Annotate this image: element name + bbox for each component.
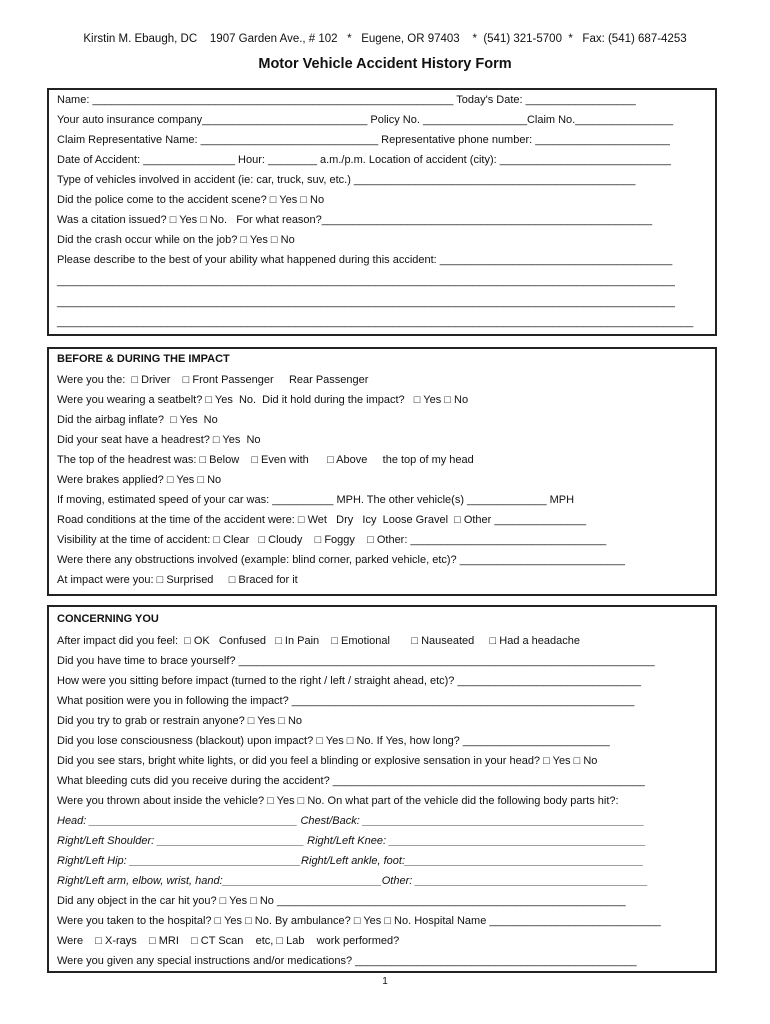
form-line[interactable]: Were brakes applied? □ Yes □ No — [57, 474, 222, 486]
form-line[interactable]: Did the crash occur while on the job? □ Yes □ No — [57, 234, 295, 246]
form-line[interactable]: Name: ___________________________________________________________ Today's Date: __________________ — [57, 94, 636, 106]
form-line[interactable]: How were you sitting before impact (turned to the right / left / straight ahead, etc)? ______________________________ — [57, 675, 642, 687]
form-title: Motor Vehicle Accident History Form — [258, 56, 512, 72]
form-line[interactable]: Visibility at the time of accident: □ Clear □ Cloudy □ Foggy □ Other: ________________________________ — [57, 534, 607, 546]
form-line[interactable]: If moving, estimated speed of your car was: __________ MPH. The other vehicle(s) _____________ MPH — [57, 494, 575, 506]
blank-line[interactable]: ________________________________________________________________________________________________________ — [57, 316, 694, 328]
form-line[interactable]: Were you wearing a seatbelt? □ Yes No. Did it hold during the impact? □ Yes □ No — [57, 394, 469, 406]
section-accident-details — [47, 88, 717, 336]
form-line[interactable]: Were you the: □ Driver □ Front Passenger Rear Passenger — [57, 374, 369, 386]
form-line[interactable]: Right/Left Hip: ____________________________Right/Left ankle, foot:_______________________________________ — [57, 855, 644, 867]
form-line[interactable]: What bleeding cuts did you receive during the accident? ___________________________________________________ — [57, 775, 645, 787]
form-line[interactable]: What position were you in following the impact? ________________________________________________________ — [57, 695, 635, 707]
form-line[interactable]: Head: __________________________________ Chest/Back: ______________________________________________ — [57, 815, 645, 827]
form-line[interactable]: Did the police come to the accident scene? □ Yes □ No — [57, 194, 325, 206]
form-line[interactable]: Did you try to grab or restrain anyone? □ Yes □ No — [57, 715, 303, 727]
form-line[interactable]: Type of vehicles involved in accident (ie: car, truck, suv, etc.) ______________________________________________ — [57, 174, 636, 186]
form-line[interactable]: The top of the headrest was: □ Below □ Even with □ Above the top of my head — [57, 454, 474, 466]
form-line[interactable]: Your auto insurance company___________________________ Policy No. _________________Claim No.________________ — [57, 114, 674, 126]
form-line[interactable]: Road conditions at the time of the accident were: □ Wet Dry Icy Loose Gravel □ Other _______________ — [57, 514, 587, 526]
form-line[interactable]: Did your seat have a headrest? □ Yes No — [57, 434, 261, 446]
form-line[interactable]: Please describe to the best of your ability what happened during this accident: ______________________________________ — [57, 254, 673, 266]
form-line[interactable]: Were you taken to the hospital? □ Yes □ No. By ambulance? □ Yes □ No. Hospital Name ____________________________ — [57, 915, 661, 927]
form-line[interactable]: Claim Representative Name: _____________________________ Representative phone number: ______________________ — [57, 134, 670, 146]
form-line[interactable]: After impact did you feel: □ OK Confused □ In Pain □ Emotional □ Nauseated □ Had a headache — [57, 635, 580, 647]
form-line[interactable]: Did the airbag inflate? □ Yes No — [57, 414, 218, 426]
section-concerning-you — [47, 605, 717, 973]
section-before-during-impact — [47, 347, 717, 596]
form-line[interactable]: Was a citation issued? □ Yes □ No. For what reason?______________________________________________________ — [57, 214, 653, 226]
form-line[interactable]: Were you thrown about inside the vehicle? □ Yes □ No. On what part of the vehicle did the following body parts hit?: — [57, 795, 619, 807]
form-line[interactable]: Were there any obstructions involved (example: blind corner, parked vehicle, etc)? ___________________________ — [57, 554, 625, 566]
form-line[interactable]: Did you see stars, bright white lights, or did you feel a blinding or explosive sensation in your head? □ Yes □ No — [57, 755, 598, 767]
page-number: 1 — [382, 976, 388, 987]
form-line[interactable]: Did you lose consciousness (blackout) upon impact? □ Yes □ No. If Yes, how long? ________________________ — [57, 735, 610, 747]
form-line[interactable]: Right/Left arm, elbow, wrist, hand:__________________________Other: ______________________________________ — [57, 875, 648, 887]
blank-line[interactable]: _____________________________________________________________________________________________________ — [57, 296, 675, 308]
section-heading: CONCERNING YOU — [57, 613, 159, 625]
form-line[interactable]: Were you given any special instructions and/or medications? ______________________________________________ — [57, 955, 637, 967]
form-line[interactable]: Did you have time to brace yourself? ____________________________________________________________________ — [57, 655, 655, 667]
form-line[interactable]: At impact were you: □ Surprised □ Braced for it — [57, 574, 298, 586]
section-heading: BEFORE & DURING THE IMPACT — [57, 353, 230, 365]
form-line[interactable]: Date of Accident: _______________ Hour: ________ a.m./p.m. Location of accident (city): ____________________________ — [57, 154, 672, 166]
form-line[interactable]: Were □ X-rays □ MRI □ CT Scan etc, □ Lab work performed? — [57, 935, 400, 947]
form-line[interactable]: Did any object in the car hit you? □ Yes □ No _________________________________________________________ — [57, 895, 626, 907]
form-line[interactable]: Right/Left Shoulder: ________________________ Right/Left Knee: __________________________________________ — [57, 835, 647, 847]
practice-header: Kirstin M. Ebaugh, DC 1907 Garden Ave., # 102 * Eugene, OR 97403 * (541) 321-5700 * Fax: (541) 687-4253 — [83, 33, 687, 45]
blank-line[interactable]: _____________________________________________________________________________________________________ — [57, 275, 675, 287]
